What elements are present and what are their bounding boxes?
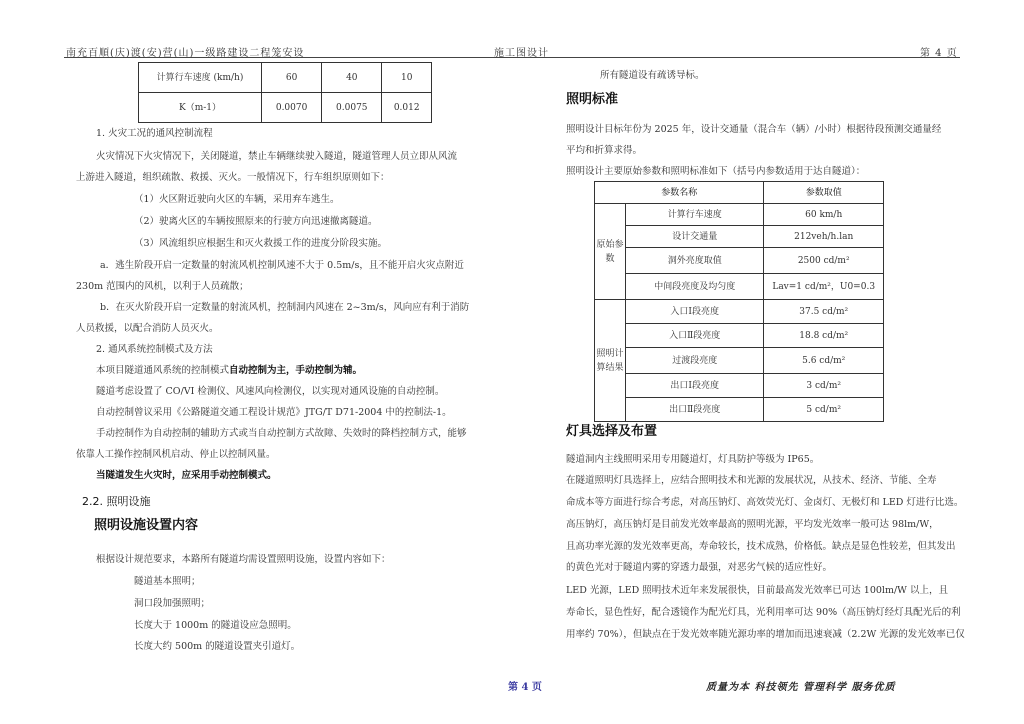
section-heading: 2.2. 照明设施: [82, 495, 151, 508]
param-name: 入口Ⅱ段亮度: [626, 324, 764, 348]
header-page: 第 4 页: [920, 48, 958, 59]
para: a．逃生阶段开启一定数量的射流风机控制风速不大于 0.5m/s，且不能开启火灾点附近: [100, 260, 464, 271]
list-item: 长度大于 1000m 的隧道设应急照明。: [134, 620, 297, 631]
param-value: 5 cd/m²: [764, 398, 884, 422]
para: 火灾情况下火灾情况下，关闭隧道，禁止车辆继续驶入隧道，隧道管理人员立即从风流: [96, 151, 458, 162]
para: 用率约 70%），但缺点在于发光效率随光源功率的增加而迅速衰减（2.2W 光源的发光效率已仅: [566, 629, 965, 640]
para-text: 本项目隧道通风系统的控制模式: [96, 365, 230, 376]
speed-60: 60: [262, 63, 322, 93]
param-name: 设计交通量: [626, 226, 764, 248]
k-60: 0.0070: [262, 93, 322, 123]
speed-40: 40: [322, 63, 382, 93]
para: 230m 范围内的风机，以利于人员疏散；: [76, 281, 249, 292]
footer-slogan: 质量为本 科技领先 管理科学 服务优质: [706, 682, 896, 693]
para: 且高功率光源的发光效率更高，寿命较长，技术成熟，价格低。缺点是显色性较差，但其发出: [566, 541, 956, 552]
lighting-parameter-table: [594, 181, 884, 422]
para-control-heading: 2. 通风系统控制模式及方法: [96, 344, 213, 355]
para-fire-heading: 1. 火灾工况的通风控制流程: [96, 128, 213, 139]
para: 高压钠灯，高压钠灯是目前发光效率最高的照明光源，平均发光效率一般可达 98lm/W，: [566, 519, 939, 530]
param-value: 18.8 cd/m²: [764, 324, 884, 348]
para: LED 光源，LED 照明技术近年来发展很快，目前最高发光效率已可达 100lm/W 以上，且: [566, 585, 948, 596]
table-head-value: 参数取值: [764, 182, 884, 204]
k-label: K（m-1）: [139, 93, 262, 123]
para: 所有隧道设有疏诱导标。: [600, 70, 705, 81]
para: （3）风流组织应根据生和灭火救援工作的进度分阶段实施。: [134, 238, 388, 249]
header-section: 施工图设计: [494, 48, 549, 59]
para: 平均和折算求得。: [566, 145, 643, 156]
param-name: 过渡段亮度: [626, 348, 764, 374]
para: 人员救援，以配合消防人员灭火。: [76, 323, 219, 334]
param-value: 2500 cd/m²: [764, 248, 884, 274]
para: （1）火区附近驶向火区的车辆，采用弃车逃生。: [134, 194, 340, 205]
param-name: 计算行车速度: [626, 204, 764, 226]
header-project: 南充百順(庆)渡(安)营(山)一级路建设二程笼安设: [66, 48, 305, 59]
para: 隧道洞内主线照明采用专用隧道灯，灯具防护等级为 IP65。: [566, 454, 820, 465]
param-name: 出口Ⅰ段亮度: [626, 374, 764, 398]
para: 手动控制作为自动控制的辅助方式或当自动控制方式故障、失效时的降档控制方式，能够: [96, 428, 467, 439]
subsection-heading: 照明设施设置内容: [94, 518, 199, 533]
param-name: 出口Ⅱ段亮度: [626, 398, 764, 422]
para: 命成本等方面进行综合考虑，对高压钠灯、高效荧光灯、金卤灯、无极灯和 LED 灯进行比选。: [566, 497, 964, 508]
group-calc-results: 照明计算结果: [595, 300, 626, 422]
param-name: 入口Ⅰ段亮度: [626, 300, 764, 324]
heading-lighting-standard: 照明标准: [566, 92, 619, 107]
speed-10: 10: [382, 63, 432, 93]
para: 自动控制曾议采用《公路隧道交通工程设计规范》JTG/T D71-2004 中的控制法-1。: [96, 407, 452, 418]
param-value: Lav=1 cd/m²，U0=0.3: [764, 274, 884, 300]
para: 的黄色光对于隧道内雾的穿透力最强，对恶劣气候的适应性好。: [566, 562, 833, 573]
k-10: 0.012: [382, 93, 432, 123]
param-value: 37.5 cd/m²: [764, 300, 884, 324]
footer-page-number: 第 4 页: [508, 682, 542, 693]
list-item: 长度大约 500m 的隧道设置夹引道灯。: [134, 641, 301, 652]
list-item: 洞口段加强照明；: [134, 598, 211, 609]
para: 上游进入隧道，组织疏散、救援、灭火。一般情况下，行车组织原则如下：: [76, 172, 390, 183]
para: 照明设计主要原始参数和照明标准如下（括号内参数适用于达自隧道）：: [566, 166, 866, 177]
para: 隧道考虑设置了 CO/VI 检测仪、风速风向检测仪，以实现对通风设施的自动控制。: [96, 386, 445, 397]
para: 在隧道照明灯具选择上，应结合照明技术和光源的发展状况，从技术、经济、节能、全寿: [566, 475, 937, 486]
para: 依靠人工操作控制风机启动、停止以控制风量。: [76, 449, 276, 460]
para: 照明设计目标年份为 2025 年，设计交通量（混合车（辆）/小时）根据待段预测交通量经: [566, 124, 942, 135]
param-name: 中间段亮度及均匀度: [626, 274, 764, 300]
param-value: 60 km/h: [764, 204, 884, 226]
table-head-name: 参数名称: [595, 182, 764, 204]
param-name: 洞外亮度取值: [626, 248, 764, 274]
speed-label: 计算行车速度 (km/h): [139, 63, 262, 93]
para: b．在灭火阶段开启一定数量的射流风机，控制洞内风速在 2~3m/s，风向应有利于消防: [100, 302, 470, 313]
para: （2）驶离火区的车辆按照原来的行驶方向迅速撤离隧道。: [134, 216, 378, 227]
param-value: 212veh/h.lan: [764, 226, 884, 248]
para: 寿命长，显色性好，配合透镜作为配光灯具，光利用率可达 90%（高压钠灯经灯具配光后的利: [566, 607, 961, 618]
k-40: 0.0075: [322, 93, 382, 123]
heading-luminaire-selection: 灯具选择及布置: [566, 424, 658, 439]
param-value: 5.6 cd/m²: [764, 348, 884, 374]
para-emphasis: 当隧道发生火灾时，应采用手动控制模式。: [96, 470, 277, 481]
para: 根据设计规范要求，本路所有隧道均需设置照明设施，设置内容如下：: [96, 554, 391, 565]
param-value: 3 cd/m²: [764, 374, 884, 398]
para-emphasis: 自动控制为主，手动控制为辅。: [229, 365, 363, 376]
list-item: 隧道基本照明；: [134, 576, 201, 587]
group-original-params: 原始参数: [595, 204, 626, 300]
